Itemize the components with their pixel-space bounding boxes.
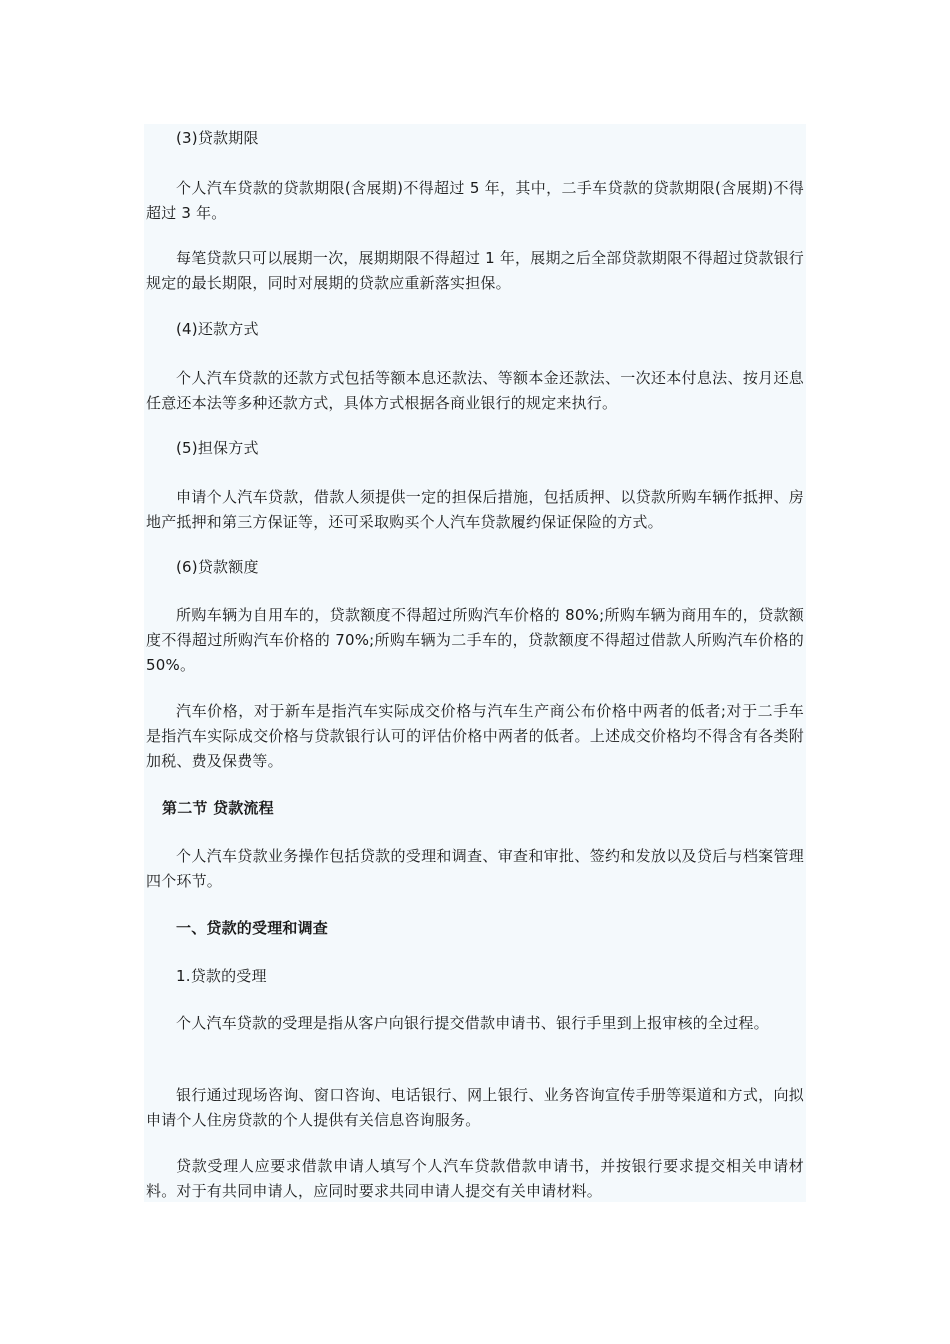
subheading-loan-acceptance: 1.贷款的受理 [176, 967, 267, 985]
section-title-acceptance-investigation: 一、贷款的受理和调查 [176, 919, 329, 937]
paragraph-car-price-definition: 汽车价格，对于新车是指汽车实际成交价格与汽车生产商公布价格中两者的低者;对于二手车是指汽车实际成交价格与贷款银行认可的评估价格中两者的低者。上述成交价格均不得含有各类附加税、费及保费等。 [146, 702, 804, 770]
paragraph-guarantee-method: 申请个人汽车贷款，借款人须提供一定的担保后措施，包括质押、以贷款所购车辆作抵押、房地产抵押和第三方保证等，还可采取购买个人汽车贷款履约保证保险的方式。 [146, 488, 804, 531]
document-body [144, 124, 806, 1202]
paragraph-loan-process-overview: 个人汽车贷款业务操作包括贷款的受理和调查、审查和审批、签约和发放以及贷后与档案管理四个环节。 [146, 847, 804, 890]
paragraph-loan-term-limit: 个人汽车贷款的贷款期限(含展期)不得超过 5 年，其中，二手车贷款的贷款期限(含展期)不得超过 3 年。 [146, 179, 804, 222]
subheading-repayment-method: (4)还款方式 [176, 320, 259, 338]
paragraph-acceptance-definition: 个人汽车贷款的受理是指从客户向银行提交借款申请书、银行手里到上报审核的全过程。 [176, 1014, 769, 1032]
subheading-loan-amount: (6)贷款额度 [176, 558, 259, 576]
section-title-loan-process: 第二节 贷款流程 [162, 799, 274, 817]
paragraph-repayment-method: 个人汽车贷款的还款方式包括等额本息还款法、等额本金还款法、一次还本付息法、按月还息任意还本法等多种还款方式，具体方式根据各商业银行的规定来执行。 [146, 369, 804, 412]
paragraph-consulting-channels: 银行通过现场咨询、窗口咨询、电话银行、网上银行、业务咨询宣传手册等渠道和方式，向拟申请个人住房贷款的个人提供有关信息咨询服务。 [146, 1086, 804, 1129]
paragraph-application-materials: 贷款受理人应要求借款申请人填写个人汽车贷款借款申请书，并按银行要求提交相关申请材料。对于有共同申请人，应同时要求共同申请人提交有关申请材料。 [146, 1157, 804, 1200]
paragraph-loan-amount-limits: 所购车辆为自用车的，贷款额度不得超过所购汽车价格的 80%;所购车辆为商用车的，贷款额度不得超过所购汽车价格的 70%;所购车辆为二手车的，贷款额度不得超过借款人所购汽车价格的 50%。 [146, 606, 804, 674]
paragraph-loan-extension: 每笔贷款只可以展期一次，展期期限不得超过 1 年，展期之后全部贷款期限不得超过贷款银行规定的最长期限，同时对展期的贷款应重新落实担保。 [146, 249, 804, 292]
subheading-guarantee-method: (5)担保方式 [176, 439, 259, 457]
subheading-loan-term: (3)贷款期限 [176, 129, 259, 147]
